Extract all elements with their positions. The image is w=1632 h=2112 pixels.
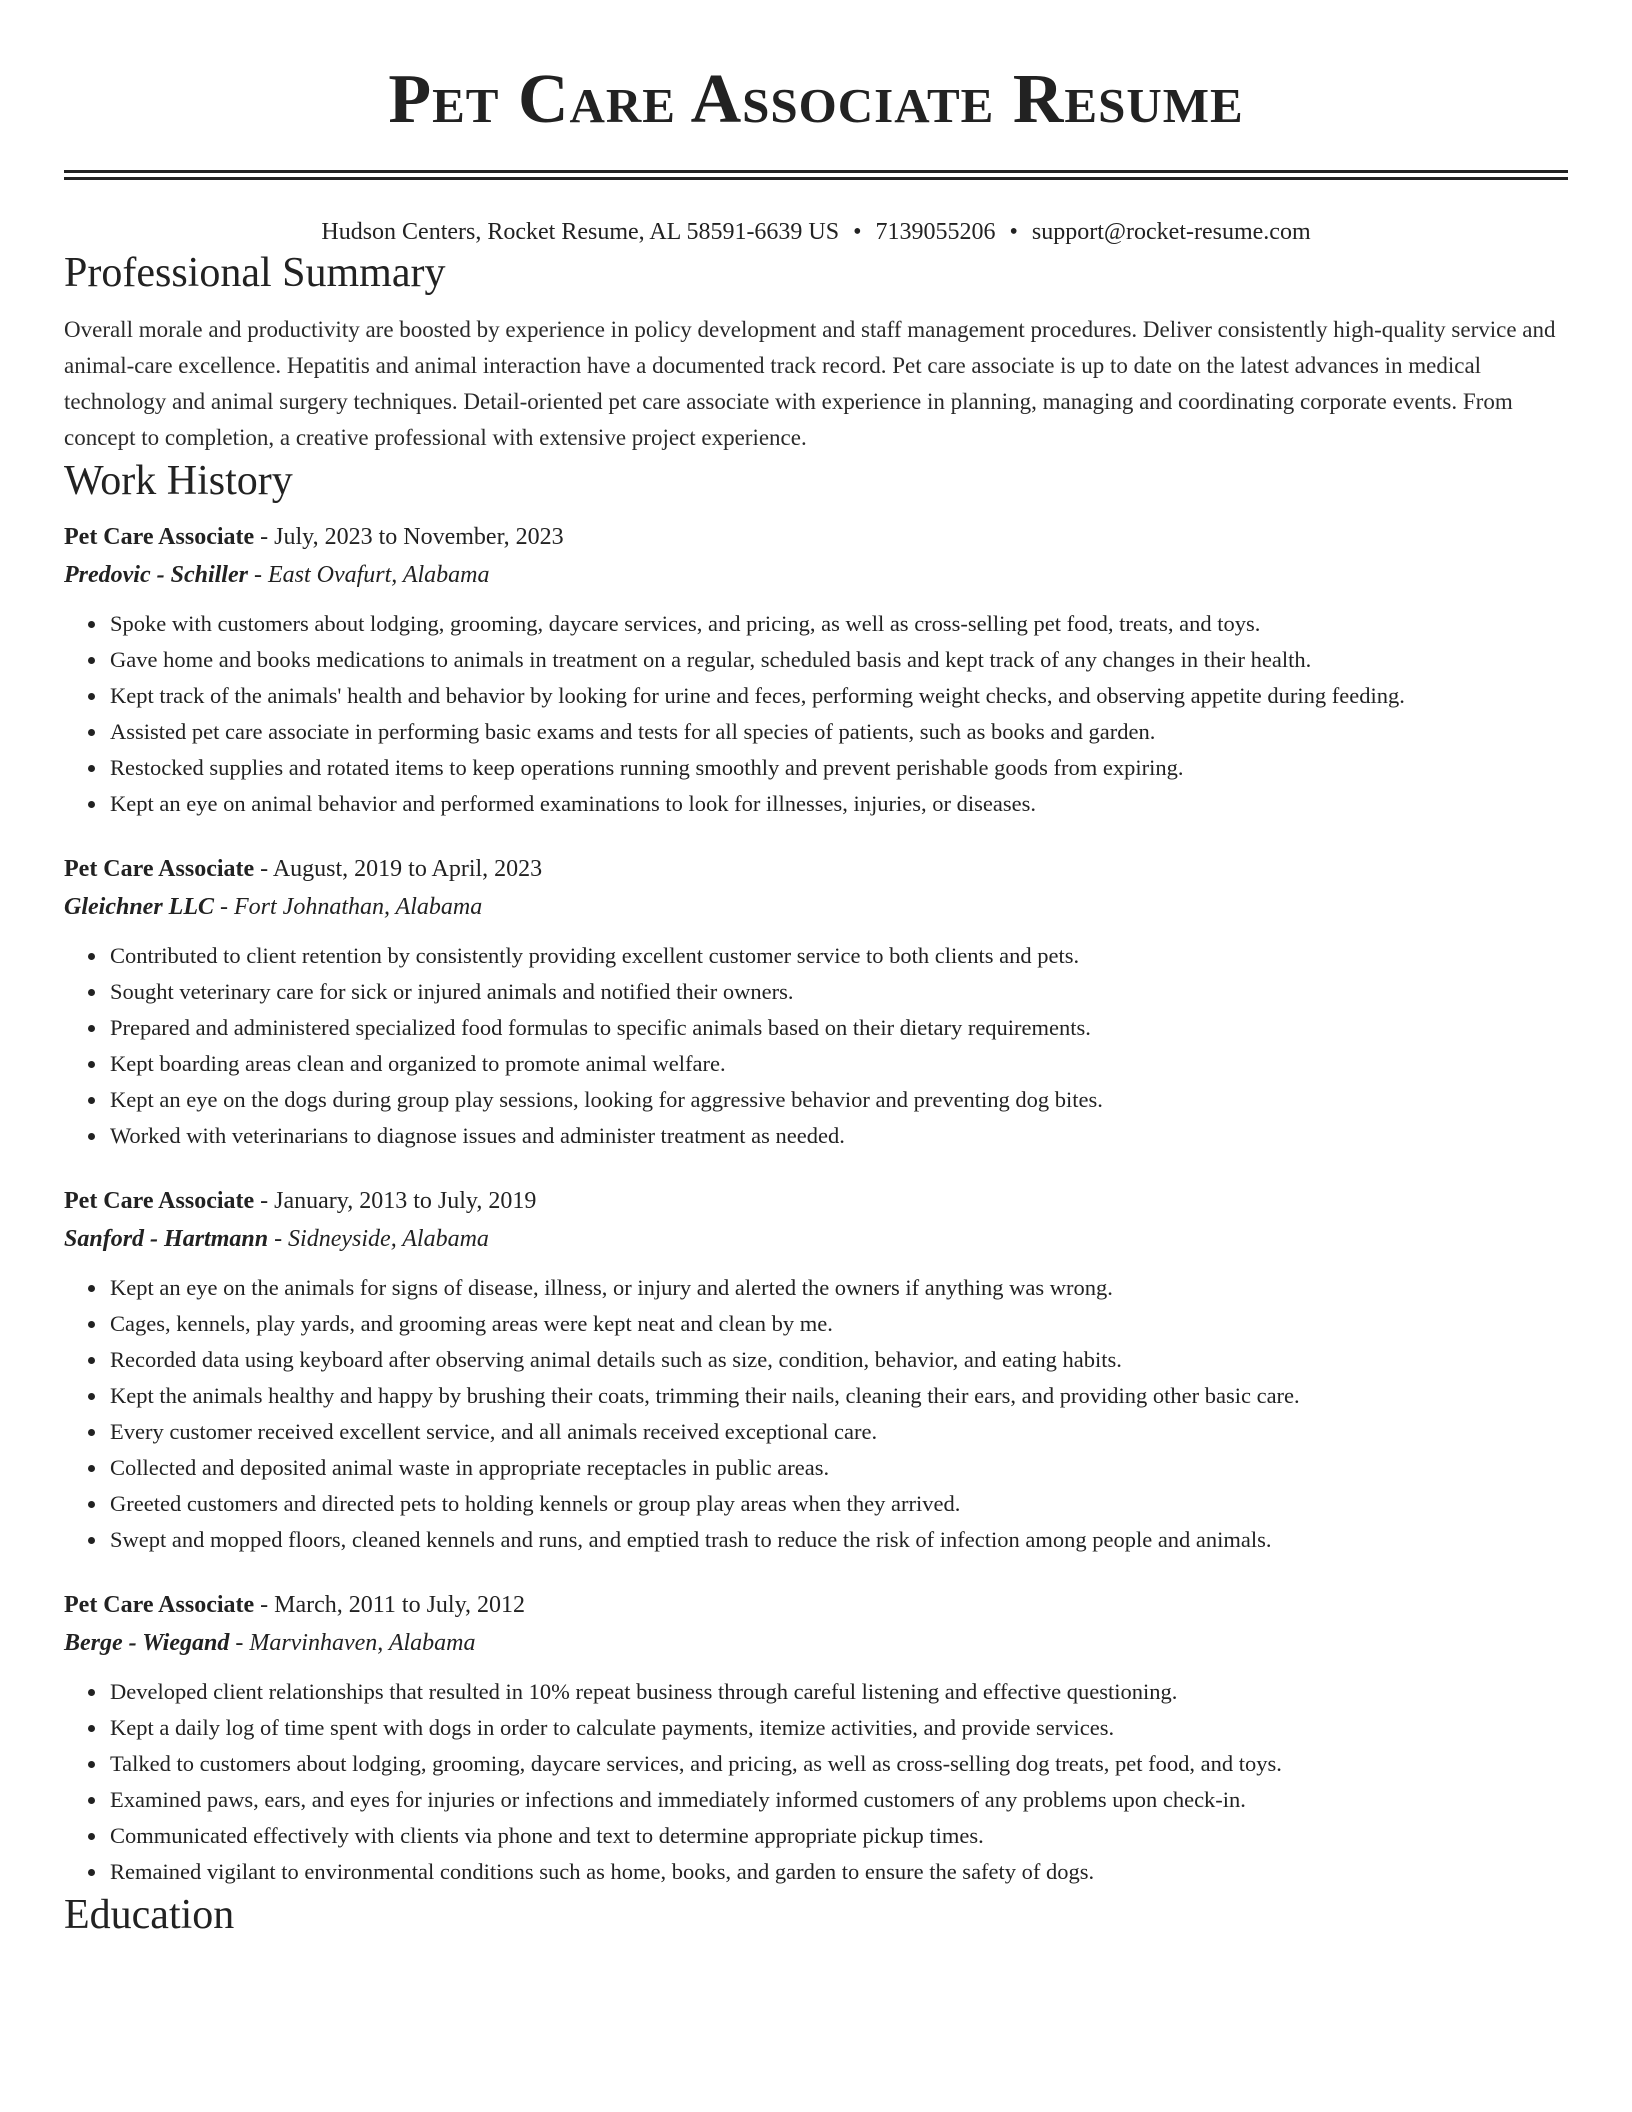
employer-location: - Marvinhaven, Alabama bbox=[229, 1630, 476, 1656]
duty-item: • Assisted pet care associate in performing basic exams and tests for all species of patients, such as books and garden. bbox=[108, 714, 1568, 750]
duty-item: • Kept an eye on the dogs during group play sessions, looking for aggressive behavior and preventing dog bites. bbox=[108, 1082, 1568, 1118]
contact-line bbox=[64, 216, 1568, 248]
employer-name: Sanford - Hartmann bbox=[64, 1226, 269, 1252]
duty-item: • Developed client relationships that resulted in 10% repeat business through careful listening and effective questioning. bbox=[108, 1674, 1568, 1710]
duties-list bbox=[64, 1674, 1568, 1890]
contact-email: support@rocket-resume.com bbox=[1031, 219, 1311, 245]
employer-location: - Fort Johnathan, Alabama bbox=[214, 894, 483, 920]
duty-item: • Kept a daily log of time spent with dogs in order to calculate payments, itemize activities, and provide services. bbox=[108, 1710, 1568, 1746]
duty-item: • Swept and mopped floors, cleaned kennels and runs, and emptied trash to reduce the risk of infection among people and animals. bbox=[108, 1522, 1568, 1558]
duty-item: • Spoke with customers about lodging, grooming, daycare services, and pricing, as well as cross-selling pet food, treats, and toys. bbox=[108, 606, 1568, 642]
employer-line bbox=[64, 888, 1568, 926]
duty-item: • Remained vigilant to environmental conditions such as home, books, and garden to ensure the safety of dogs. bbox=[108, 1854, 1568, 1890]
contact-address: Hudson Centers, Rocket Resume, AL 58591-6639 US bbox=[321, 219, 840, 245]
work-history-heading: Work History bbox=[64, 458, 293, 504]
education-heading: Education bbox=[64, 1892, 235, 1938]
job-dates: - August, 2019 to April, 2023 bbox=[254, 856, 543, 882]
job-entry bbox=[64, 850, 1568, 1154]
duty-item: • Kept track of the animals' health and behavior by looking for urine and feces, performing weight checks, and observing appetite during feeding. bbox=[108, 678, 1568, 714]
duties-list bbox=[64, 938, 1568, 1154]
duty-item: • Prepared and administered specialized food formulas to specific animals based on their dietary requirements. bbox=[108, 1010, 1568, 1046]
resume-title: Pet Care Associate Resume bbox=[388, 61, 1244, 138]
duty-item: • Every customer received excellent service, and all animals received exceptional care. bbox=[108, 1414, 1568, 1450]
duty-item: • Kept the animals healthy and happy by brushing their coats, trimming their nails, cleaning their ears, and providing other basic care. bbox=[108, 1378, 1568, 1414]
job-title: Pet Care Associate bbox=[64, 1592, 255, 1618]
job-entry bbox=[64, 518, 1568, 822]
employer-line bbox=[64, 556, 1568, 594]
job-title: Pet Care Associate bbox=[64, 524, 255, 550]
job-title: Pet Care Associate bbox=[64, 856, 255, 882]
employer-location: - East Ovafurt, Alabama bbox=[247, 562, 490, 588]
employer-name: Predovic - Schiller bbox=[64, 562, 248, 588]
contact-phone: 7139055206 bbox=[875, 219, 996, 245]
duty-item: • Contributed to client retention by consistently providing excellent customer service to both clients and pets. bbox=[108, 938, 1568, 974]
employer-location: - Sidneyside, Alabama bbox=[268, 1226, 489, 1252]
duty-item: • Kept an eye on the animals for signs of disease, illness, or injury and alerted the owners if anything was wrong. bbox=[108, 1270, 1568, 1306]
job-title-line bbox=[64, 1182, 1568, 1220]
summary-heading: Professional Summary bbox=[64, 250, 446, 296]
job-title-line bbox=[64, 1586, 1568, 1624]
duty-item: • Talked to customers about lodging, grooming, daycare services, and pricing, as well as cross-selling dog treats, pet food, and toys. bbox=[108, 1746, 1568, 1782]
duty-item: • Restocked supplies and rotated items to keep operations running smoothly and prevent perishable goods from expiring. bbox=[108, 750, 1568, 786]
duty-item: • Collected and deposited animal waste in appropriate receptacles in public areas. bbox=[108, 1450, 1568, 1486]
duties-list bbox=[64, 1270, 1568, 1558]
duties-list bbox=[64, 606, 1568, 822]
job-title-line bbox=[64, 518, 1568, 556]
duty-item: • Sought veterinary care for sick or injured animals and notified their owners. bbox=[108, 974, 1568, 1010]
duty-item: • Worked with veterinarians to diagnose issues and administer treatment as needed. bbox=[108, 1118, 1568, 1154]
duty-item: • Kept boarding areas clean and organized to promote animal welfare. bbox=[108, 1046, 1568, 1082]
employer-line bbox=[64, 1624, 1568, 1662]
job-entry bbox=[64, 1182, 1568, 1558]
contact-separator: • bbox=[853, 219, 862, 245]
employer-name: Gleichner LLC bbox=[64, 894, 214, 920]
title-divider bbox=[64, 170, 1568, 180]
duty-item: • Recorded data using keyboard after observing animal details such as size, condition, behavior, and eating habits. bbox=[108, 1342, 1568, 1378]
summary-text: Overall morale and productivity are boosted by experience in policy development and staff management procedures. Deliver consistently high-quality service and animal-care excellence. Hepatitis and animal interaction have a documented track record. Pet care associate is up to date on the latest advances in medical technology and animal surgery techniques. Detail-oriented pet care associate with experience in planning, managing and coordinating corporate events. From concept to completion, a creative professional with extensive project experience. bbox=[64, 317, 1556, 450]
duty-item: • Gave home and books medications to animals in treatment on a regular, scheduled basis and kept track of any changes in their health. bbox=[108, 642, 1568, 678]
duty-item: • Cages, kennels, play yards, and grooming areas were kept neat and clean by me. bbox=[108, 1306, 1568, 1342]
job-title: Pet Care Associate bbox=[64, 1188, 255, 1214]
employer-name: Berge - Wiegand bbox=[64, 1630, 230, 1656]
duty-item: • Examined paws, ears, and eyes for injuries or infections and immediately informed customers of any problems upon check-in. bbox=[108, 1782, 1568, 1818]
employer-line bbox=[64, 1220, 1568, 1258]
work-history-list bbox=[64, 518, 1568, 1890]
job-dates: - January, 2013 to July, 2019 bbox=[254, 1188, 537, 1214]
duty-item: • Communicated effectively with clients via phone and text to determine appropriate pickup times. bbox=[108, 1818, 1568, 1854]
duty-item: • Kept an eye on animal behavior and performed examinations to look for illnesses, injuries, or diseases. bbox=[108, 786, 1568, 822]
duty-item: • Greeted customers and directed pets to holding kennels or group play areas when they arrived. bbox=[108, 1486, 1568, 1522]
contact-separator: • bbox=[1009, 219, 1018, 245]
job-dates: - March, 2011 to July, 2012 bbox=[254, 1592, 526, 1618]
job-title-line bbox=[64, 850, 1568, 888]
job-dates: - July, 2023 to November, 2023 bbox=[254, 524, 564, 550]
job-entry bbox=[64, 1586, 1568, 1890]
